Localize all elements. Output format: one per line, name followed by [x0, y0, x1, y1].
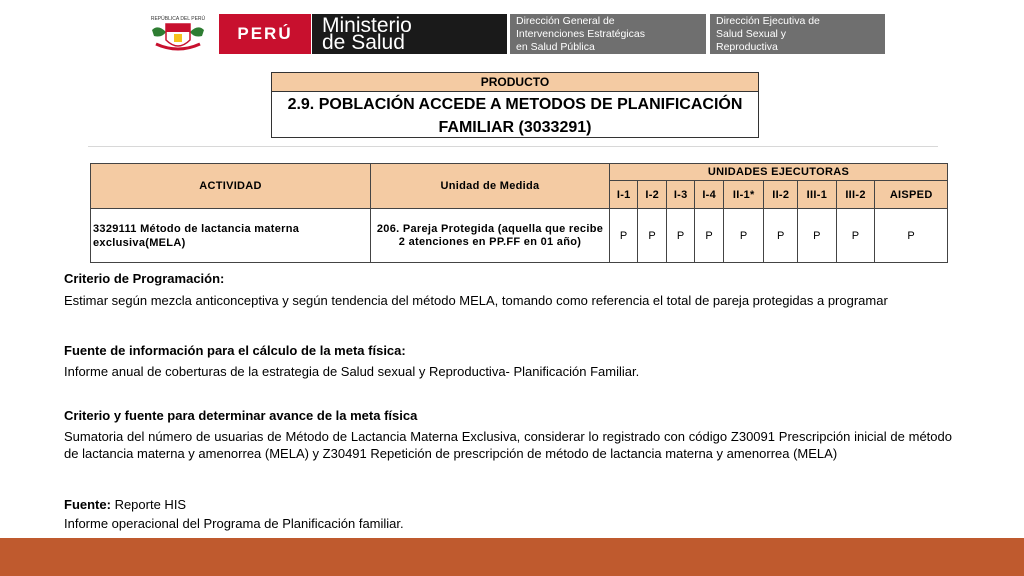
row-value: P — [666, 209, 694, 263]
unit-header: III-2 — [836, 181, 875, 209]
header-unidades: UNIDADES EJECUTORAS — [610, 164, 948, 181]
fuente-title: Fuente de información para el cálculo de la meta física: — [64, 343, 406, 358]
coat-of-arms-logo — [148, 14, 208, 54]
de-badge — [710, 14, 885, 54]
shield-caption: REPÚBLICA DEL PERÚ — [150, 16, 206, 22]
row-value: P — [798, 209, 837, 263]
row-value: P — [695, 209, 723, 263]
informe-text: Informe operacional del Programa de Planificación familiar. — [64, 516, 404, 531]
row-value: P — [764, 209, 798, 263]
row-value: P — [610, 209, 638, 263]
row-unidad: 206. Pareja Protegida (aquella que recibe 2 atenciones en PP.FF en 01 año) — [371, 209, 610, 263]
dg-line2: Intervenciones Estratégicas — [516, 28, 645, 40]
unit-header: II-2 — [764, 181, 798, 209]
row-value: P — [723, 209, 764, 263]
unit-header: I-3 — [666, 181, 694, 209]
avance-text: Sumatoria del número de usuarias de Método de Lactancia Materna Exclusiva, considerar lo registrado con código Z30091 Prescripción inicial de método de lactancia materna y amenorrea (MELA) y Z30491 Repetición de prescripción de método de lactancia materna y amenorrea (MELA) — [64, 429, 952, 461]
unit-header: I-1 — [610, 181, 638, 209]
de-line1: Dirección Ejecutiva de — [716, 15, 820, 27]
producto-title — [272, 92, 758, 139]
row-value: P — [836, 209, 875, 263]
row-actividad: 3329111 Método de lactancia materna exclusiva(MELA) — [91, 209, 371, 263]
table-row — [91, 209, 948, 263]
divider — [88, 146, 938, 147]
activity-table — [90, 163, 948, 263]
criterio-title: Criterio de Programación: — [64, 271, 225, 286]
unit-header: II-1* — [723, 181, 764, 209]
de-line3: Reproductiva — [716, 41, 778, 53]
producto-title-line2: FAMILIAR (3033291) — [438, 119, 592, 136]
unit-header: I-2 — [638, 181, 666, 209]
unit-header: AISPED — [875, 181, 948, 209]
producto-title-line1: 2.9. POBLACIÓN ACCEDE A METODOS DE PLANIFICACIÓN — [287, 96, 743, 113]
unit-header: I-4 — [695, 181, 723, 209]
de-line2: Salud Sexual y — [716, 28, 787, 40]
ministerio-line1: Ministerio — [322, 14, 412, 37]
fuente-label: Fuente: — [64, 497, 111, 512]
fuente-final-section — [64, 496, 952, 532]
header-actividad: ACTIVIDAD — [91, 164, 371, 209]
dg-badge — [510, 14, 706, 54]
unit-header: III-1 — [798, 181, 837, 209]
avance-title: Criterio y fuente para determinar avance de la meta física — [64, 408, 418, 423]
avance-section — [64, 407, 952, 462]
dg-line1: Dirección General de — [516, 15, 615, 27]
dg-line3: en Salud Pública — [516, 41, 595, 53]
peru-badge — [219, 14, 311, 54]
fuente-text: Informe anual de coberturas de la estrategia de Salud sexual y Reproductiva- Planificación Familiar. — [64, 364, 640, 379]
producto-label: PRODUCTO — [272, 73, 758, 92]
footer-bar — [0, 538, 1024, 576]
criterio-section — [64, 270, 952, 309]
row-value: P — [638, 209, 666, 263]
peru-label: PERÚ — [237, 24, 293, 43]
ministerio-line2: de Salud — [322, 31, 405, 54]
fuente-value: Reporte HIS — [110, 497, 187, 512]
ministerio-badge — [312, 14, 507, 54]
header-unidad: Unidad de Medida — [371, 164, 610, 209]
fuente-line — [64, 496, 952, 513]
producto-box — [271, 72, 759, 138]
fuente-section — [64, 342, 952, 380]
criterio-text: Estimar según mezcla anticonceptiva y según tendencia del método MELA, tomando como referencia el total de pareja protegidas a programar — [64, 293, 888, 308]
row-value: P — [875, 209, 948, 263]
